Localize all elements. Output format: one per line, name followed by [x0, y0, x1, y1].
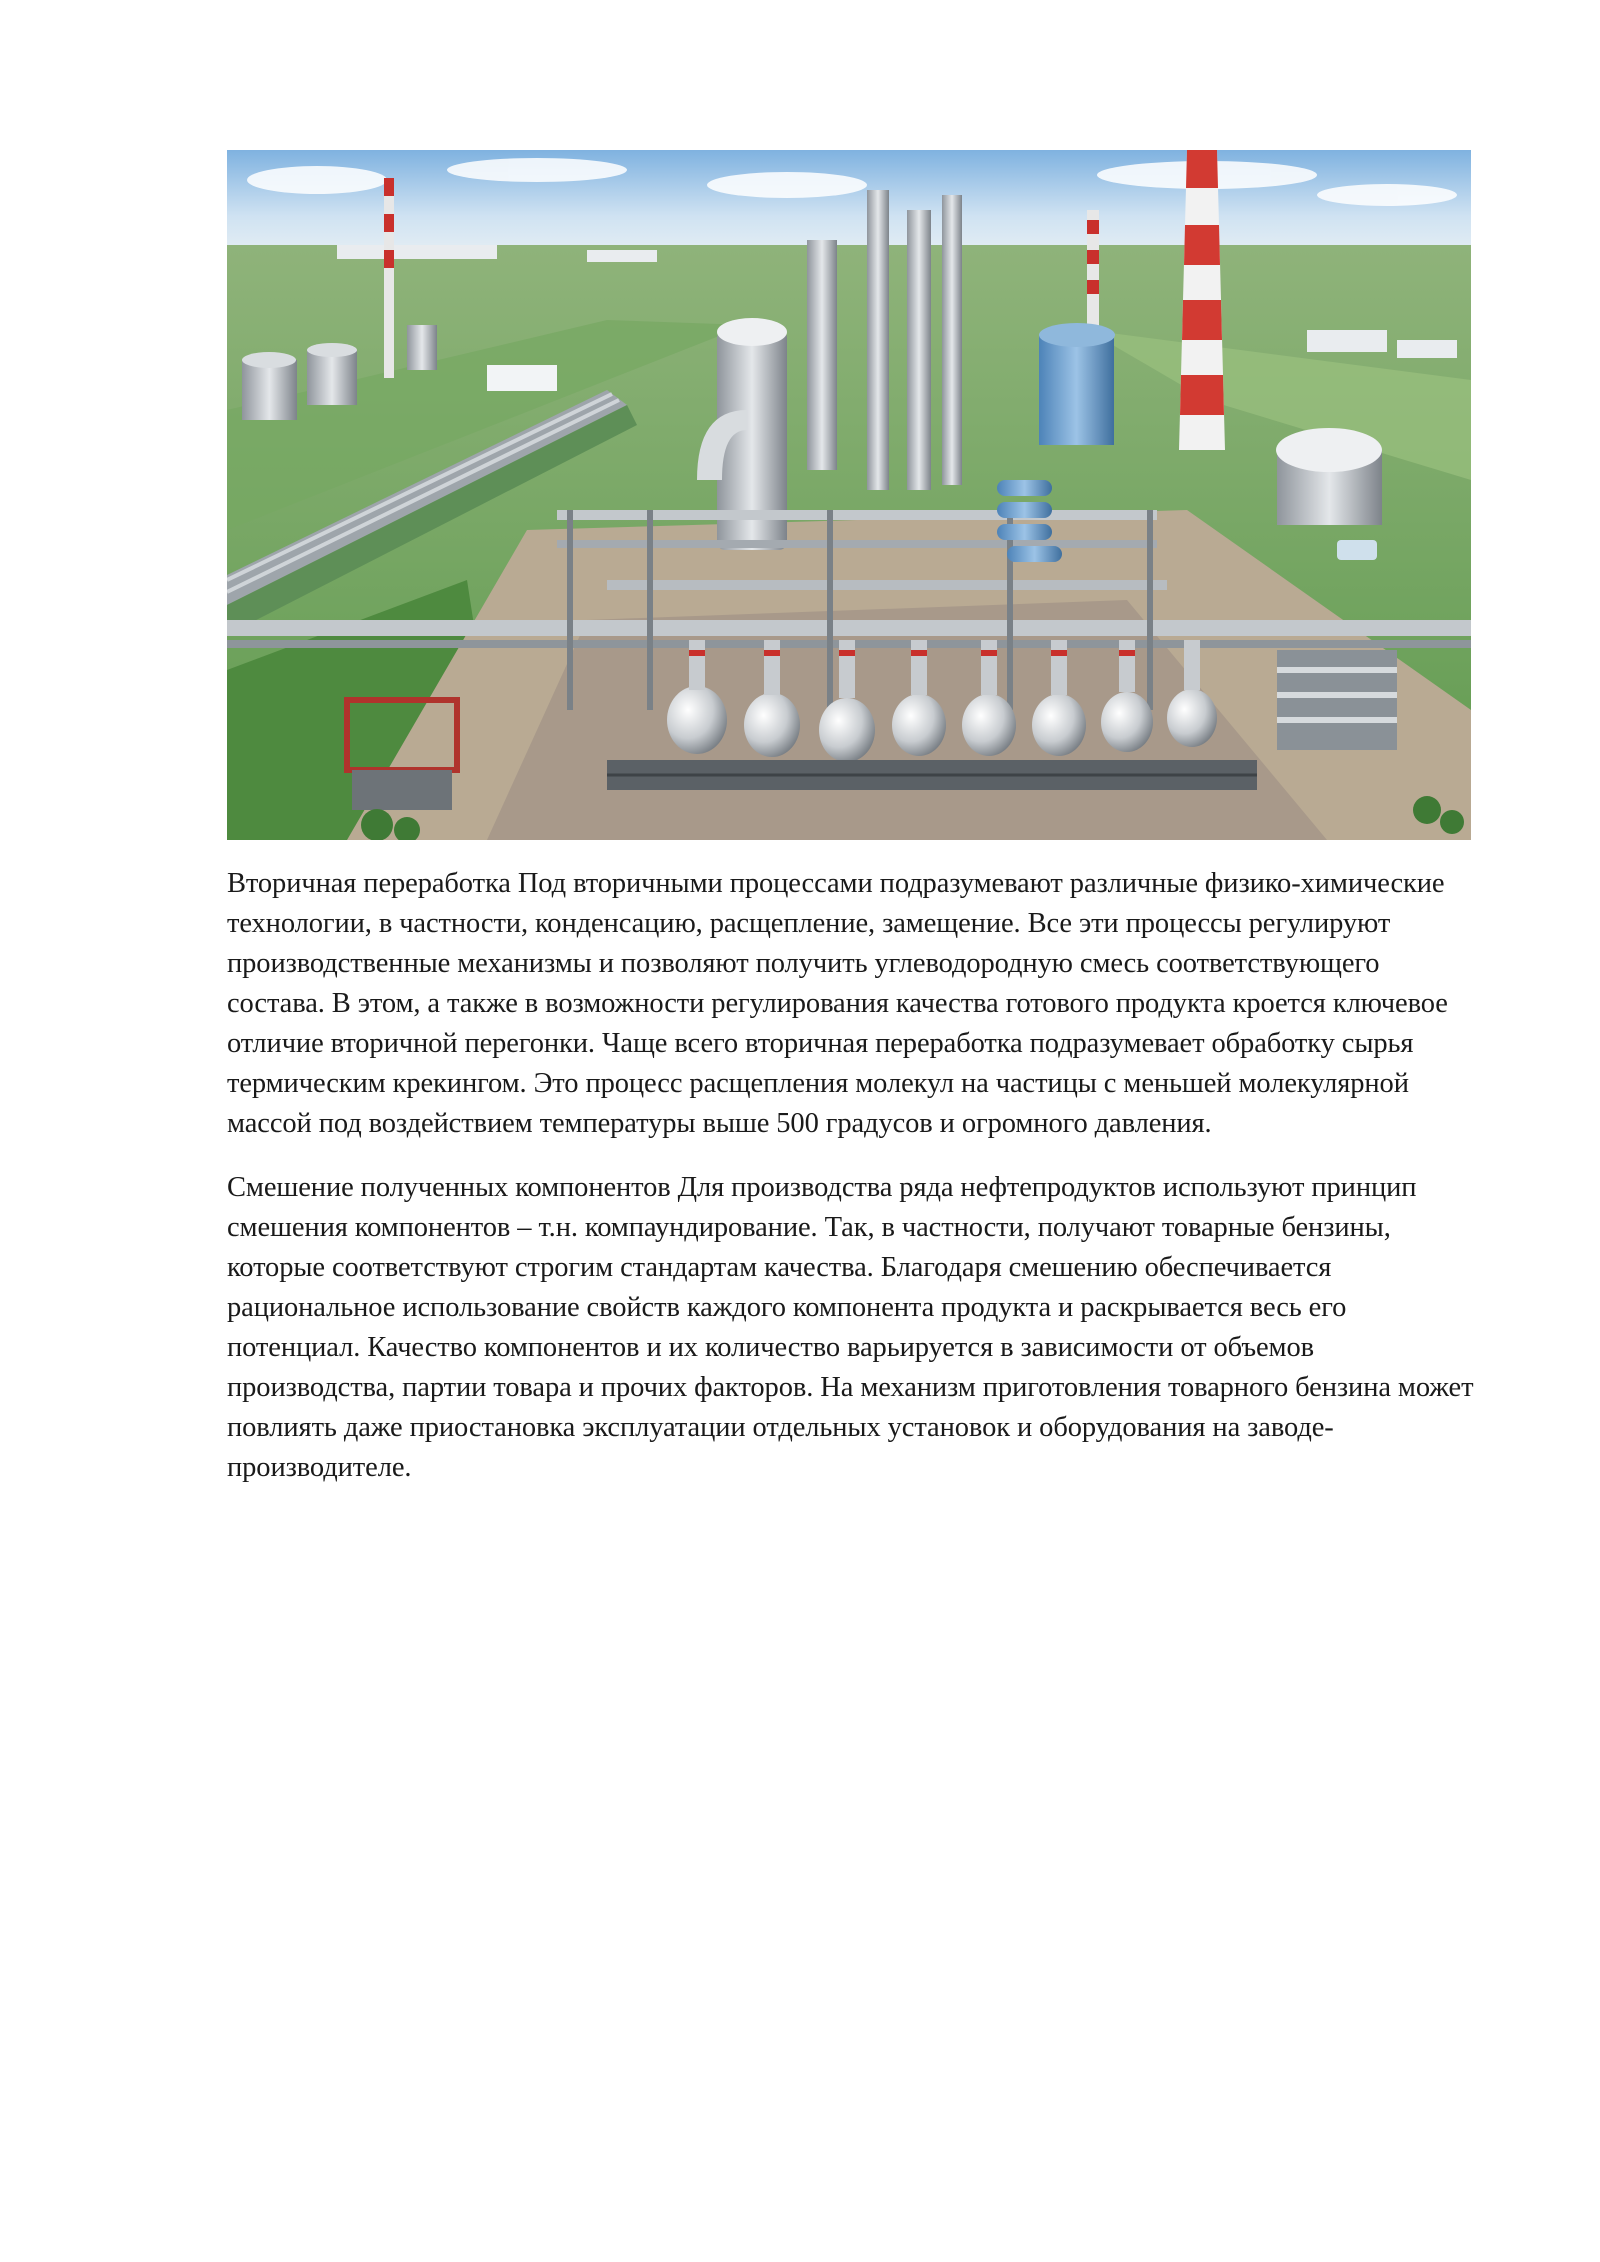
refinery-photo — [227, 150, 1471, 840]
paragraph-secondary-processing: Вторичная переработка Под вторичными процессами подразумевают различные физико-химические технологии, в частности, конденсацию, расщепление, замещение. Все эти процессы регулируют производственные механизмы и позволяют получить углеводородную смесь соответствующего состава. В этом, а также в возможности регулирования качества готового продукта кроется ключевое отличие вторичной перегонки. Чаще всего вторичная переработка подразумевает обработку сырья термическим крекингом. Это процесс расщепления молекул на частицы с меньшей молекулярной массой под воздействием температуры выше 500 градусов и огромного давления. — [227, 868, 1448, 1139]
paragraph-component-blending: Смешение полученных компонентов Для производства ряда нефтепродуктов используют принцип смешения компонентов – т.н. компаундирование. Так, в частности, получают товарные бензины, которые соответствуют строгим стандартам качества. Благодаря смешению обеспечивается рациональное использование свойств каждого компонента продукта и раскрывается весь его потенциал. Качество компонентов и их количество варьируется в зависимости от объемов производства, партии товара и прочих факторов. На механизм приготовления товарного бензина может повлиять даже приостановка эксплуатации отдельных установок и оборудования на заводе-производителе. — [227, 1172, 1474, 1483]
refinery-illustration — [227, 150, 1471, 840]
article-text — [227, 864, 1477, 1512]
